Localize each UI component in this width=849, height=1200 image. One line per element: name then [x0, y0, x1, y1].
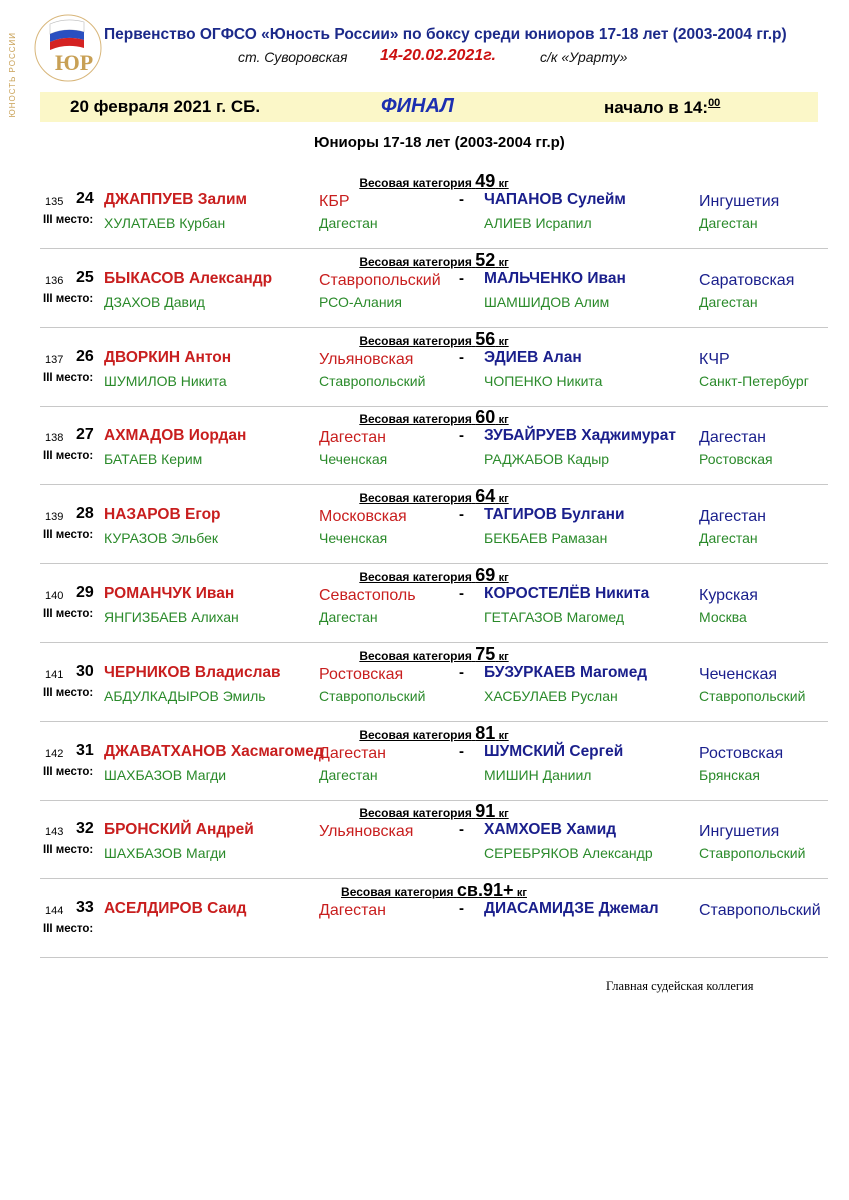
third-place-region-2: Ставропольский: [699, 687, 806, 704]
weight-category: [40, 486, 828, 507]
weight-label: Весовая категория: [359, 412, 472, 427]
red-corner-region: Дагестан: [319, 744, 386, 762]
weight-category: [40, 250, 828, 271]
blue-corner-name: ТАГИРОВ Булгани: [484, 506, 625, 524]
third-place-label: III место:: [43, 923, 94, 936]
vs-dash: -: [459, 348, 464, 366]
svg-text:ЮР: ЮР: [55, 50, 94, 75]
third-place-name-1: КУРАЗОВ Эльбек: [104, 530, 219, 547]
bout-number: 139: [45, 511, 64, 524]
weight-value: св.91+: [456, 880, 514, 901]
pair-number: 29: [76, 584, 94, 601]
weight-value: 49: [475, 171, 496, 191]
third-place-name-1: АБДУЛКАДЫРОВ Эмиль: [104, 687, 266, 704]
bout-block: [40, 407, 828, 485]
red-corner-name: БРОНСКИЙ Андрей: [104, 821, 254, 839]
weight-label: Весовая категория: [359, 176, 472, 190]
red-corner-name: РОМАНЧУК Иван: [104, 585, 235, 602]
bout-number: 136: [45, 274, 64, 287]
weight-category-label: [359, 801, 508, 822]
red-corner-name: АХМАДОВ Иордан: [104, 427, 247, 445]
start-minutes: 00: [708, 97, 721, 109]
weight-category-label: [359, 486, 508, 507]
third-place-region-1: Ставропольский: [319, 687, 426, 704]
weight-label: Весовая категория: [359, 806, 472, 821]
third-place-region-2: Москва: [699, 609, 747, 625]
third-place-region-1: Ставропольский: [319, 372, 426, 389]
blue-corner-region: Дагестан: [699, 429, 766, 447]
weight-category: [40, 723, 828, 744]
weight-unit: кг: [516, 887, 527, 900]
weight-label: Весовая категория: [359, 727, 472, 742]
red-corner-region: Севастополь: [319, 587, 416, 604]
third-place-region-2: Дагестан: [699, 215, 758, 231]
pair-number: 31: [76, 741, 94, 759]
page-title: Первенство ОГФСО «Юность России» по боксу среди юниоров 17-18 лет (2003-2004 гг.р): [104, 26, 787, 43]
banner-start-time: [604, 97, 720, 118]
venue: с/к «Урарту»: [540, 49, 628, 65]
weight-unit: кг: [498, 808, 509, 821]
third-place-label: III место:: [43, 214, 94, 226]
bout-block: [40, 880, 828, 958]
bout-block: [40, 644, 828, 722]
pair-number: 25: [76, 268, 94, 286]
weight-value: 81: [475, 722, 496, 743]
third-place-region-2: Санкт-Петербург: [699, 372, 809, 389]
location: ст. Суворовская: [238, 49, 348, 65]
blue-corner-name: ХАМХОЕВ Хамид: [484, 821, 617, 839]
weight-value: 91: [475, 801, 496, 822]
third-place-name-2: ХАСБУЛАЕВ Руслан: [484, 687, 618, 704]
weight-unit: кг: [498, 178, 509, 190]
vs-dash: -: [459, 821, 464, 839]
weight-value: 60: [475, 407, 496, 428]
blue-corner-name: ДИАСАМИДЗЕ Джемал: [484, 900, 659, 918]
vs-dash: -: [459, 900, 464, 918]
red-corner-region: Ульяновская: [319, 350, 414, 368]
red-corner-name: ДВОРКИН Антон: [104, 348, 232, 366]
third-place-label: III место:: [43, 371, 94, 384]
weight-category: [40, 801, 828, 822]
logo-caption-text: ЮНОСТЬ РОССИИ: [8, 32, 17, 118]
third-place-name-1: ШАХБАЗОВ Магди: [104, 766, 227, 783]
third-place-region-2: Дагестан: [699, 293, 758, 310]
third-place-label: III место:: [43, 529, 94, 542]
weight-label: Весовая категория: [341, 885, 454, 900]
weight-unit: кг: [498, 256, 509, 269]
pair-number: 24: [76, 190, 94, 207]
bout-number: 141: [45, 668, 64, 681]
weight-unit: кг: [498, 493, 509, 506]
blue-corner-region: КЧР: [699, 350, 730, 368]
third-place-region-1: Чеченская: [319, 530, 388, 547]
red-corner-region: КБР: [319, 193, 350, 210]
red-corner-name: АСЕЛДИРОВ Саид: [104, 900, 247, 918]
logo-caption: [8, 12, 36, 118]
red-corner-region: Ростовская: [319, 665, 404, 683]
third-place-name-1: ЯНГИЗБАЕВ Алихан: [104, 609, 239, 625]
weight-category: [40, 565, 828, 586]
red-corner-region: Дагестан: [319, 429, 386, 447]
blue-corner-region: Ростовская: [699, 744, 784, 762]
blue-corner-region: Чеченская: [699, 665, 778, 683]
pair-number: 33: [76, 899, 94, 917]
weight-value: 75: [475, 643, 496, 664]
third-place-name-2: БЕКБАЕВ Рамазан: [484, 530, 608, 547]
third-place-name-2: ГЕТАГАЗОВ Магомед: [484, 609, 625, 625]
weight-label: Весовая категория: [359, 333, 472, 348]
weight-label: Весовая категория: [359, 491, 472, 506]
weight-category: [40, 329, 828, 350]
third-place-region-2: Ростовская: [699, 451, 773, 468]
third-place-name-2: МИШИН Даниил: [484, 766, 592, 783]
dates: 14-20.02.2021г.: [380, 47, 496, 64]
blue-corner-name: КОРОСТЕЛЁВ Никита: [484, 585, 650, 602]
weight-category-label: [359, 565, 508, 586]
third-place-name-1: ДЗАХОВ Давид: [104, 293, 205, 310]
red-corner-region: Ульяновская: [319, 823, 414, 841]
vs-dash: -: [459, 506, 464, 524]
third-place-label: III место:: [43, 686, 94, 699]
red-corner-region: Московская: [319, 508, 407, 526]
banner-stage: ФИНАЛ: [381, 95, 454, 117]
weight-label: Весовая категория: [359, 254, 472, 269]
bout-block: [40, 565, 828, 643]
weight-category-label: [359, 329, 508, 350]
weight-value: 64: [475, 486, 496, 507]
bout-number: 140: [45, 590, 64, 602]
third-place-region-1: РСО-Алания: [319, 293, 402, 310]
third-place-label: III место:: [43, 608, 94, 620]
banner-date: 20 февраля 2021 г. СБ.: [70, 97, 261, 116]
pair-number: 27: [76, 426, 94, 444]
third-place-region-2: Брянская: [699, 766, 760, 783]
third-place-label: III место:: [43, 844, 94, 857]
blue-corner-name: ШУМСКИЙ Сергей: [484, 742, 624, 760]
pair-number: 28: [76, 505, 94, 523]
third-place-region-2: Ставропольский: [699, 845, 806, 862]
weight-category: [40, 880, 828, 901]
red-corner-name: БЫКАСОВ Александр: [104, 269, 273, 287]
weight-value: 69: [475, 565, 496, 585]
bout-block: [40, 171, 828, 249]
red-corner-name: ДЖАППУЕВ Залим: [104, 191, 247, 208]
logo: [32, 12, 104, 84]
red-corner-region: Дагестан: [319, 902, 386, 920]
blue-corner-name: БУЗУРКАЕВ Магомед: [484, 663, 648, 681]
weight-category: [40, 644, 828, 665]
blue-corner-name: ЗУБАЙРУЕВ Хаджимурат: [484, 427, 676, 445]
weight-category: [40, 171, 828, 192]
weight-category-label: [359, 644, 508, 665]
third-place-name-1: ШАХБАЗОВ Магди: [104, 845, 227, 862]
third-place-name-2: АЛИЕВ Исрапил: [484, 215, 592, 231]
vs-dash: -: [459, 269, 464, 287]
third-place-name-1: ШУМИЛОВ Никита: [104, 372, 227, 389]
weight-category-label: [341, 880, 527, 901]
third-place-region-1: Дагестан: [319, 766, 378, 783]
bout-number: 137: [45, 353, 64, 366]
row-divider: [40, 957, 828, 958]
weight-category-label: [359, 250, 508, 271]
third-place-label: III место:: [43, 765, 94, 778]
weight-value: 52: [475, 249, 496, 270]
weight-category-label: [359, 407, 508, 428]
third-place-region-2: Дагестан: [699, 530, 758, 547]
third-place-region-1: Дагестан: [319, 215, 378, 231]
weight-category-label: [359, 171, 508, 192]
bout-block: [40, 250, 828, 328]
bout-block: [40, 723, 828, 801]
blue-corner-region: Ингушетия: [699, 193, 780, 210]
red-corner-name: ЧЕРНИКОВ Владислав: [104, 663, 281, 681]
blue-corner-region: Саратовская: [699, 271, 795, 289]
third-place-label: III место:: [43, 450, 94, 463]
third-place-region-1: Чеченская: [319, 451, 388, 468]
blue-corner-region: Ингушетия: [699, 823, 780, 841]
third-place-name-1: ХУЛАТАЕВ Курбан: [104, 215, 226, 231]
red-corner-region: Ставропольский: [319, 271, 441, 289]
weight-value: 56: [475, 328, 496, 349]
blue-corner-region: Курская: [699, 587, 758, 604]
third-place-name-2: ЧОПЕНКО Никита: [484, 372, 603, 389]
weight-unit: кг: [498, 572, 509, 584]
blue-corner-region: Ставропольский: [699, 902, 821, 920]
blue-corner-name: ЭДИЕВ Алан: [484, 348, 582, 366]
weight-label: Весовая категория: [359, 648, 472, 663]
start-label: начало в 14:: [604, 98, 709, 117]
weight-unit: кг: [498, 414, 509, 427]
third-place-name-2: РАДЖАБОВ Кадыр: [484, 451, 610, 468]
blue-corner-region: Дагестан: [699, 508, 766, 526]
third-place-name-2: СЕРЕБРЯКОВ Александр: [484, 845, 653, 862]
third-place-region-1: Дагестан: [319, 609, 378, 625]
bout-block: [40, 329, 828, 407]
third-place-label: III место:: [43, 292, 94, 305]
bout-number: 144: [45, 905, 64, 918]
weight-unit: кг: [498, 335, 509, 348]
bout-block: [40, 486, 828, 564]
weight-label: Весовая категория: [359, 570, 472, 584]
weight-category-label: [359, 723, 508, 744]
bout-number: 142: [45, 747, 64, 760]
red-corner-name: НАЗАРОВ Егор: [104, 506, 221, 524]
third-place-name-2: ШАМШИДОВ Алим: [484, 293, 610, 310]
red-corner-name: ДЖАВАТХАНОВ Хасмагомед: [104, 742, 324, 760]
weight-category: [40, 407, 828, 428]
vs-dash: -: [459, 663, 464, 681]
bout-number: 143: [45, 826, 64, 839]
third-place-name-1: БАТАЕВ Керим: [104, 451, 203, 468]
vs-dash: -: [459, 585, 464, 602]
bout-number: 135: [45, 196, 64, 208]
vs-dash: -: [459, 191, 464, 208]
pair-number: 32: [76, 820, 94, 838]
pair-number: 26: [76, 347, 94, 365]
vs-dash: -: [459, 427, 464, 445]
pair-number: 30: [76, 662, 94, 680]
weight-unit: кг: [498, 729, 509, 742]
blue-corner-name: ЧАПАНОВ Сулейм: [484, 191, 626, 208]
bout-number: 138: [45, 432, 64, 445]
weight-unit: кг: [498, 650, 509, 663]
subtitle: Юниоры 17-18 лет (2003-2004 гг.р): [314, 134, 565, 151]
bout-block: [40, 801, 828, 879]
footer-note: Главная судейская коллегия: [606, 979, 754, 993]
vs-dash: -: [459, 742, 464, 760]
blue-corner-name: МАЛЬЧЕНКО Иван: [484, 269, 626, 287]
